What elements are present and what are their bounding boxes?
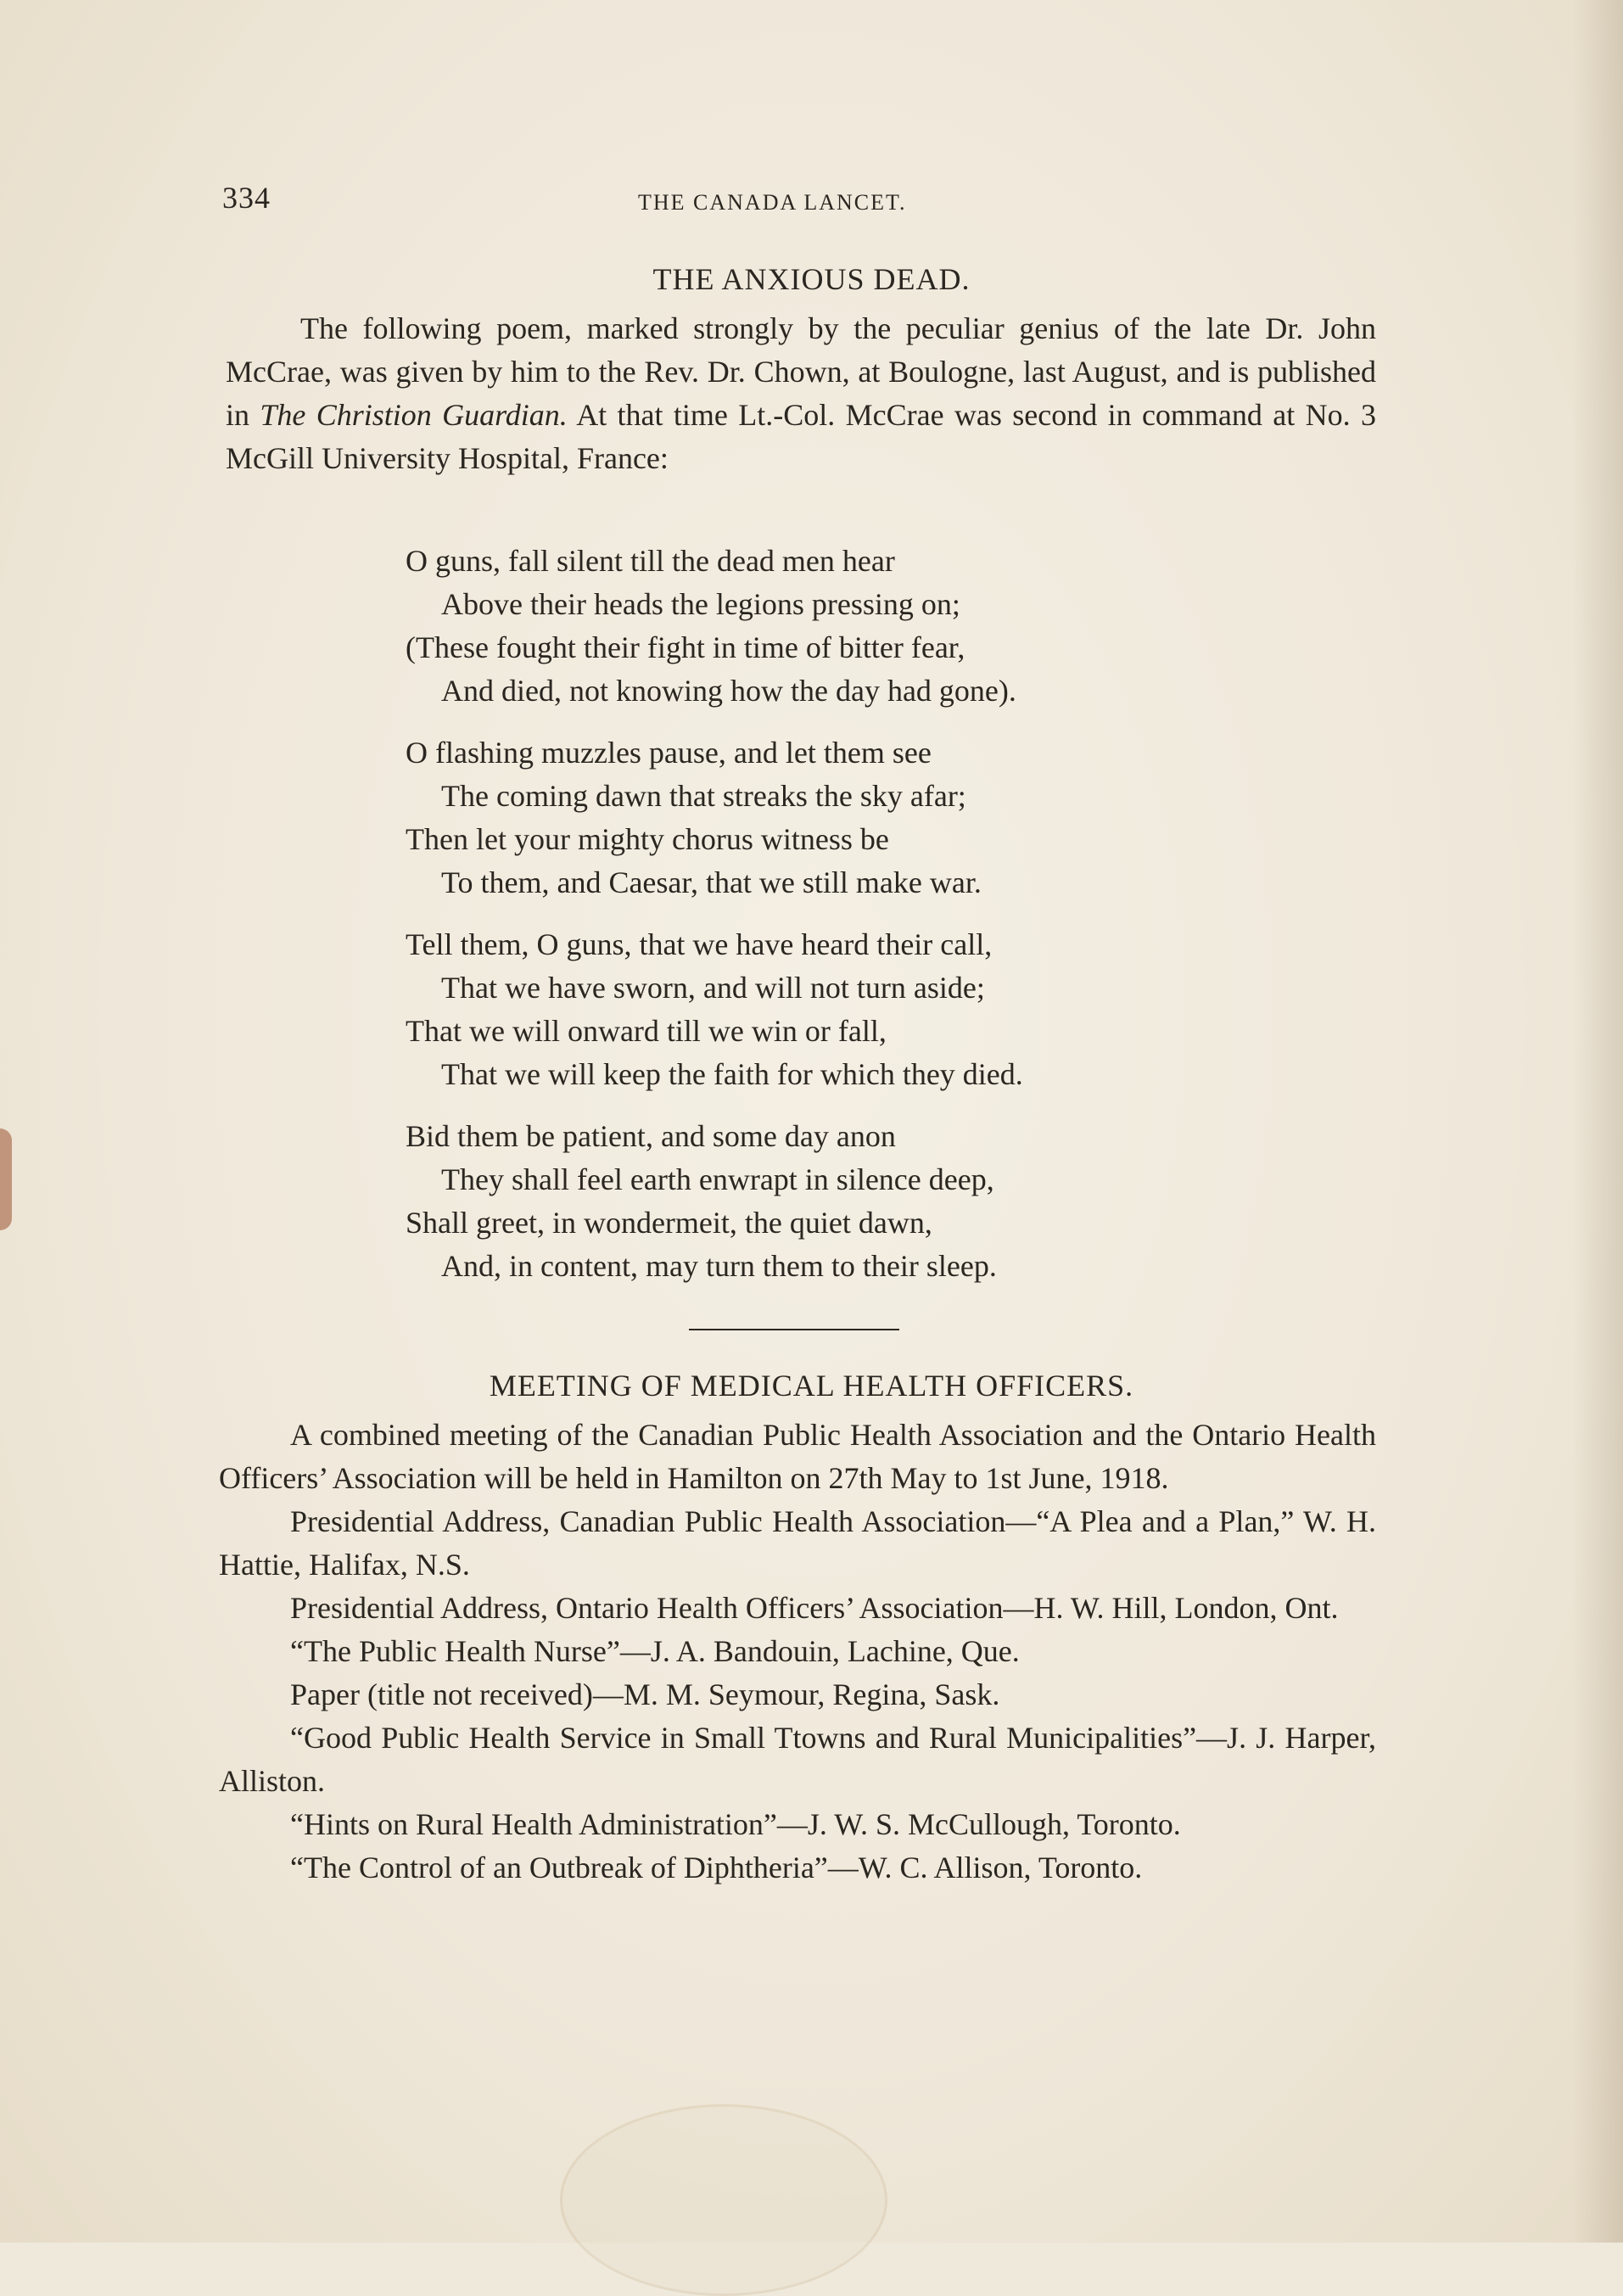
program-paragraph: “Good Public Health Service in Small Ttowns and Rural Municipalities”—J. J. Harper, Alliston. <box>219 1721 1376 1798</box>
intro-text-end: At that time Lt.-Col. McCrae was second in command at No. 3 McGill University Hospital, France: <box>226 398 1376 475</box>
thumb-mark <box>0 1128 12 1230</box>
program-paragraph: A combined meeting of the Canadian Public Health Association and the Ontario Health Officers’ Association will be held in Hamilton on 27th May to 1st June, 1918. <box>219 1418 1376 1495</box>
intro-paragraph <box>226 307 1376 480</box>
article-intro <box>226 307 1376 480</box>
poem-stanza <box>406 923 1254 1096</box>
poem-line: O flashing muzzles pause, and let them see <box>406 736 932 770</box>
journal-title: THE CANADA LANCET. <box>638 190 907 215</box>
poem-line: Bid them be patient, and some day anon <box>406 1119 896 1153</box>
poem-line: Then let your mighty chorus witness be <box>406 822 889 856</box>
program-paragraph: “The Control of an Outbreak of Diphtheria”—W. C. Allison, Toronto. <box>290 1851 1143 1884</box>
poem-line: To them, and Caesar, that we still make war. <box>441 865 982 899</box>
program-paragraph: “The Public Health Nurse”—J. A. Bandouin, Lachine, Que. <box>290 1634 1020 1668</box>
article-title-health-officers: MEETING OF MEDICAL HEALTH OFFICERS. <box>489 1369 1134 1403</box>
poem-line: That we will onward till we win or fall, <box>406 1014 887 1048</box>
poem-line: They shall feel earth enwrapt in silence deep, <box>441 1162 994 1196</box>
poem-line: That we will keep the faith for which they died. <box>441 1057 1023 1091</box>
poem-line: The coming dawn that streaks the sky afar; <box>441 779 966 813</box>
program-paragraph: Paper (title not received)—M. M. Seymour, Regina, Sask. <box>290 1677 1000 1711</box>
poem-stanza <box>406 540 1254 713</box>
article-title-anxious-dead: THE ANXIOUS DEAD. <box>652 262 971 296</box>
poem-line: And, in content, may turn them to their sleep. <box>441 1249 997 1283</box>
running-head <box>222 180 1376 222</box>
meeting-program <box>219 1414 1376 1890</box>
paper-stain <box>560 2104 887 2296</box>
poem <box>406 540 1254 1307</box>
program-paragraph: Presidential Address, Canadian Public Health Association—“A Plea and a Plan,” W. H. Hattie, Halifax, N.S. <box>219 1504 1376 1582</box>
poem-line: That we have sworn, and will not turn aside; <box>441 971 985 1005</box>
program-paragraph: Presidential Address, Ontario Health Officers’ Association—H. W. Hill, London, Ont. <box>290 1591 1339 1625</box>
poem-line: Shall greet, in wondermeit, the quiet dawn, <box>406 1206 932 1240</box>
section-divider <box>689 1329 899 1330</box>
page-edge-shadow <box>1572 0 1623 2243</box>
publication-name: The Christion Guardian. <box>260 398 568 432</box>
poem-stanza <box>406 1115 1254 1288</box>
poem-line: Above their heads the legions pressing on; <box>441 587 960 621</box>
program-paragraph: “Hints on Rural Health Administration”—J. W. S. McCullough, Toronto. <box>290 1807 1181 1841</box>
poem-line: (These fought their fight in time of bitter fear, <box>406 630 965 664</box>
intro-text-start: The following poem, marked strongly by the peculiar genius of the late Dr. John McCrae, was given by him to the Rev. Dr. Chown, at Boulogne, last August, and is published in <box>226 311 1376 432</box>
poem-line: O guns, fall silent till the dead men hear <box>406 544 895 578</box>
page-number: 334 <box>222 181 271 215</box>
poem-stanza <box>406 731 1254 904</box>
poem-line: Tell them, O guns, that we have heard their call, <box>406 927 993 961</box>
poem-line: And died, not knowing how the day had gone). <box>441 674 1016 708</box>
